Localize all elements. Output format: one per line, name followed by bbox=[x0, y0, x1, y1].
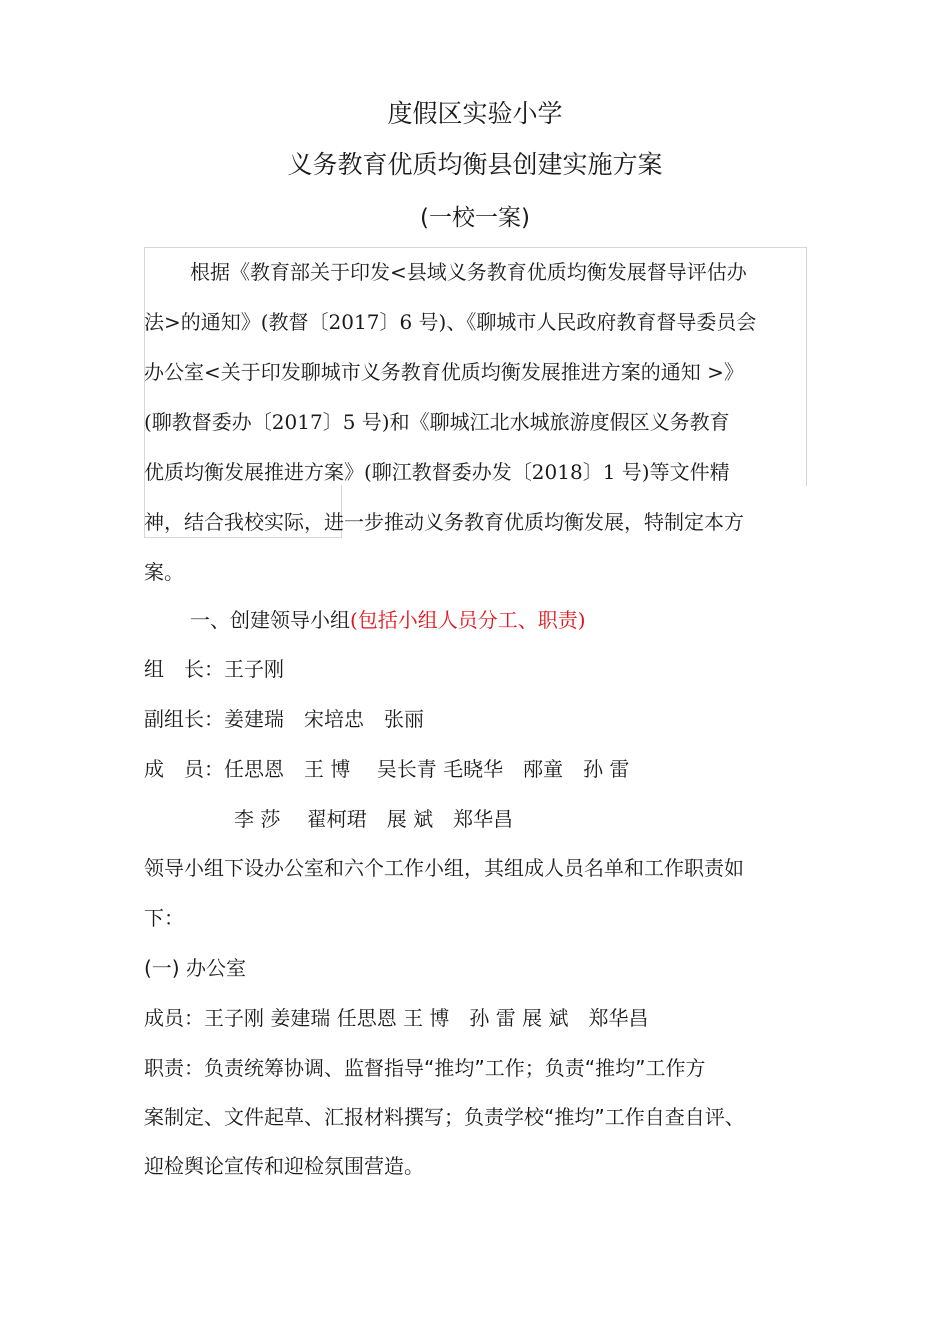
intro-line: 案。 bbox=[144, 560, 184, 584]
intro-line: (聊教督委办〔2017〕5 号)和《聊城江北水城旅游度假区义务教育 bbox=[144, 410, 730, 434]
document-subtitle: 义务教育优质均衡县创建实施方案 bbox=[287, 150, 663, 179]
intro-line: 根据《教育部关于印发<县域义务教育优质均衡发展督导评估办 bbox=[190, 260, 747, 284]
document-title: 度假区实验小学 bbox=[387, 99, 563, 128]
group-summary-cont: 下： bbox=[144, 906, 184, 930]
office-duty-cont: 迎检舆论宣传和迎检氛围营造。 bbox=[144, 1154, 424, 1178]
office-duty-cont: 案制定、文件起草、汇报材料撰写；负责学校“推均”工作自查自评、 bbox=[144, 1105, 745, 1129]
group-members: 成 员：任思恩 王 博 吴长青 毛晓华 邴童 孙 雷 bbox=[144, 757, 630, 781]
office-heading: (一) 办公室 bbox=[144, 956, 246, 980]
intro-line: 优质均衡发展推进方案》(聊江教督委办发〔2018〕1 号)等文件精 bbox=[144, 460, 730, 484]
section-heading-note: (包括小组人员分工、职责) bbox=[350, 608, 586, 632]
document-subtitle-note: (一校一案) bbox=[420, 205, 530, 231]
intro-line: 神，结合我校实际，进一步推动义务教育优质均衡发展，特制定本方 bbox=[144, 510, 744, 534]
intro-line: 办公室<关于印发聊城市义务教育优质均衡发展推进方案的通知 >》 bbox=[144, 360, 744, 384]
office-members: 成员：王子刚 姜建瑞 任思恩 王 博 孙 雷 展 斌 郑华昌 bbox=[144, 1006, 649, 1030]
group-summary: 领导小组下设办公室和六个工作小组，其组成人员名单和工作职责如 bbox=[144, 856, 744, 880]
intro-paragraph-cont bbox=[144, 297, 824, 597]
section-heading-text: 一、创建领导小组 bbox=[190, 608, 350, 632]
group-deputy: 副组长：姜建瑞 宋培忠 张丽 bbox=[144, 707, 424, 731]
group-leader: 组 长：王子刚 bbox=[144, 657, 284, 681]
group-members-cont: 李 莎 翟柯珺 展 斌 郑华昌 bbox=[234, 807, 514, 831]
intro-paragraph bbox=[190, 247, 820, 297]
section-heading bbox=[190, 605, 586, 635]
office-duty: 职责：负责统筹协调、监督指导“推均”工作；负责“推均”工作方 bbox=[144, 1056, 706, 1080]
intro-line: 法>的通知》(教督〔2017〕6 号)、《聊城市人民政府教育督导委员会 bbox=[144, 310, 757, 334]
